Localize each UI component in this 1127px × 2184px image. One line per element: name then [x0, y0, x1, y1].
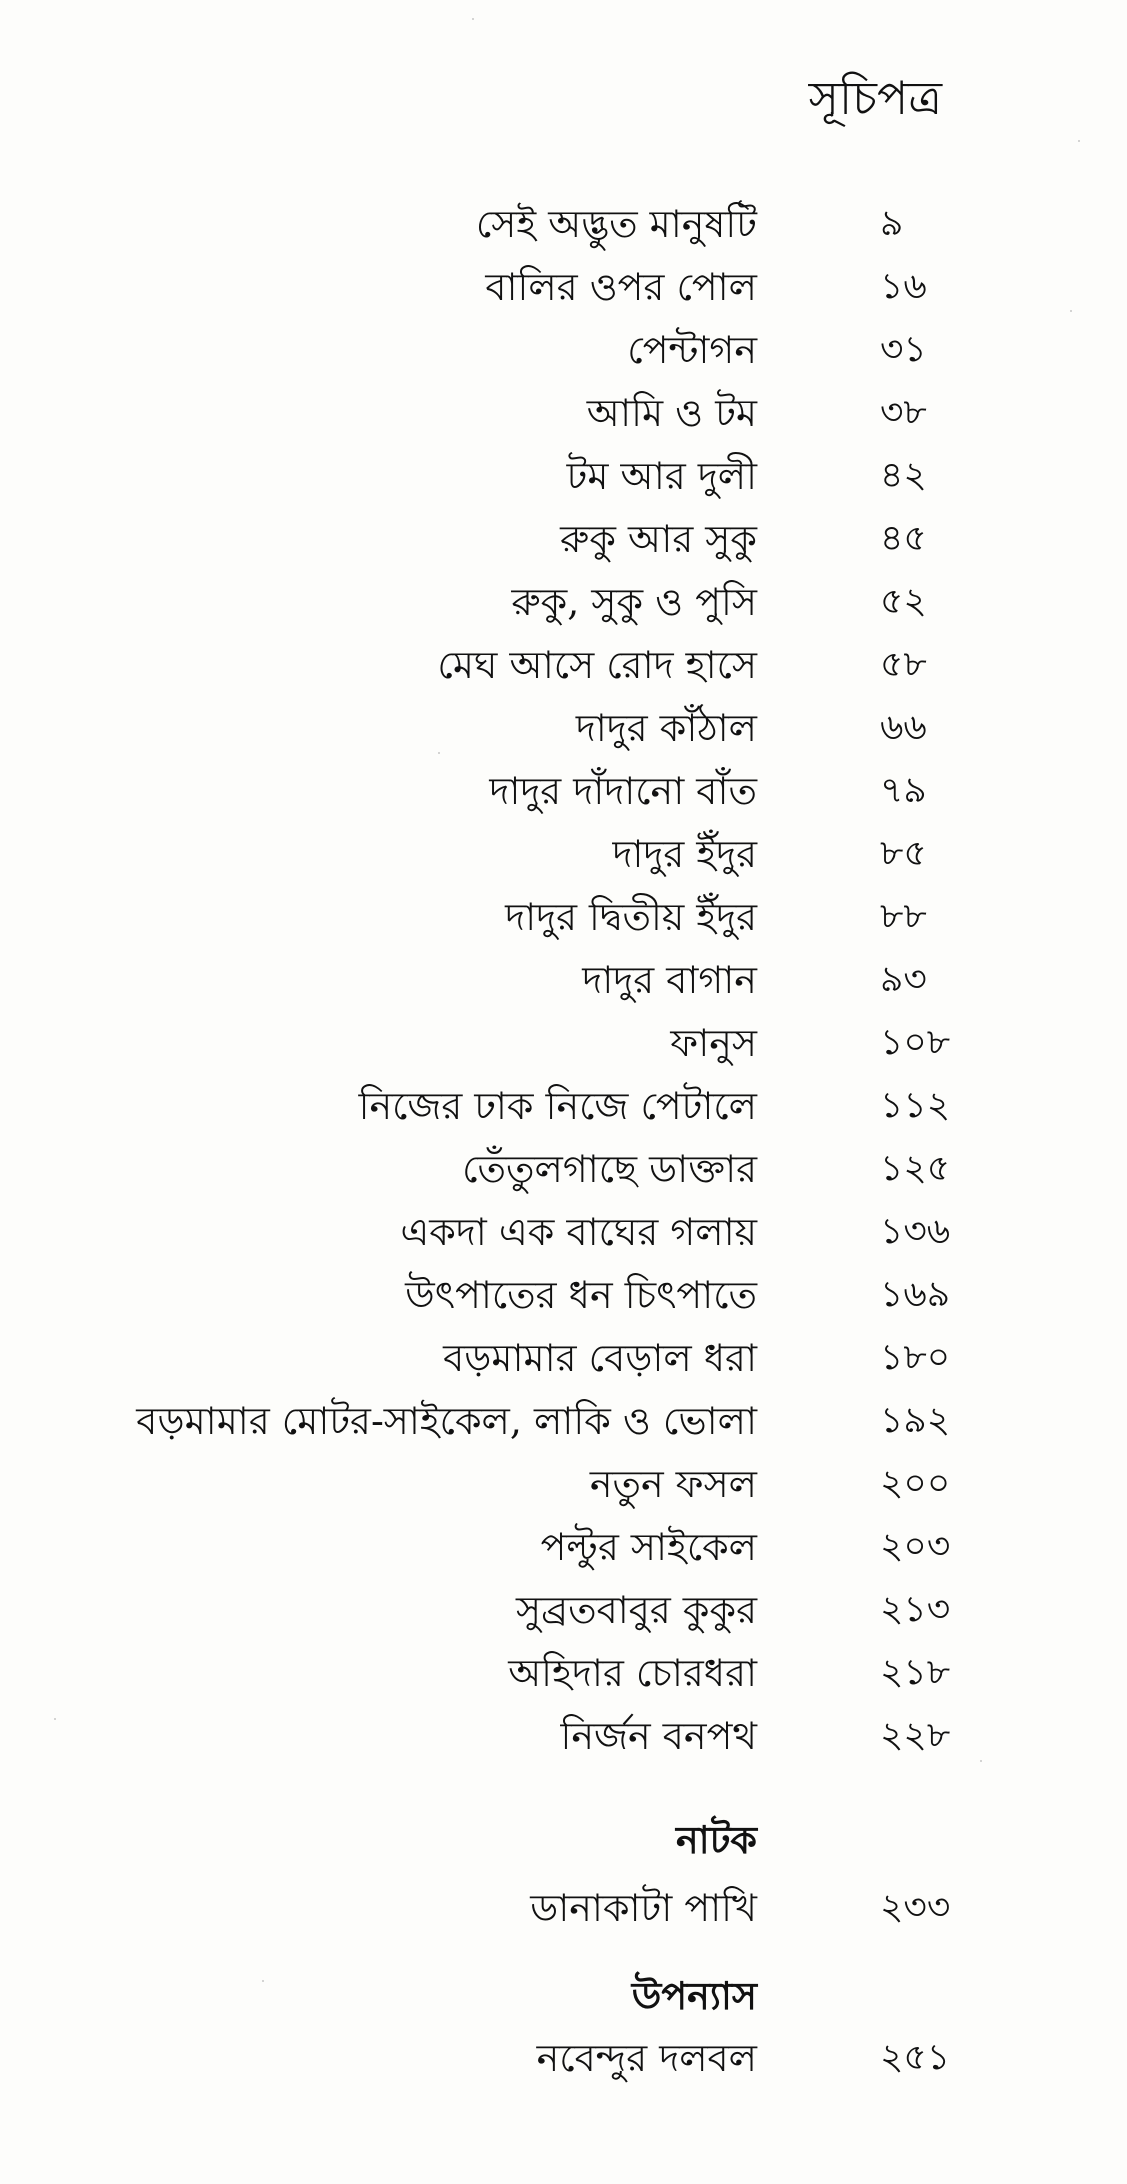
toc-entry-title: ফানুস [670, 1021, 757, 1065]
toc-entry-page: ৫২ [880, 581, 927, 622]
toc-entry-title: একদা এক বাঘের গলায় [400, 1210, 757, 1254]
toc-entry-page: ২১৩ [880, 1589, 951, 1630]
toc-entry [0, 826, 1127, 882]
toc-entry [0, 511, 1127, 567]
toc-entry-page: ৪৫ [880, 518, 927, 559]
toc-entry [0, 2030, 1127, 2086]
toc-entry [0, 259, 1127, 315]
toc-entry [0, 637, 1127, 693]
toc-entry-page: ১৬ [880, 266, 927, 307]
toc-entry-title: টম আর দুলী [566, 454, 757, 498]
toc-entry-page: ৬৬ [880, 707, 927, 748]
toc-entry-page: ৩১ [880, 329, 927, 370]
toc-entry [0, 1456, 1127, 1512]
toc-entry-title: দাদুর দাঁদানো বাঁত [489, 769, 757, 813]
toc-entry-page: ৯ [880, 203, 904, 244]
toc-entry-page: ১৯২ [880, 1400, 951, 1441]
toc-entry [0, 1267, 1127, 1323]
toc-entry-title: সেই অদ্ভুত মানুষটি [475, 202, 757, 246]
toc-entry-title: দাদুর কাঁঠাল [575, 706, 757, 750]
toc-entry [0, 1582, 1127, 1638]
toc-entry-title: নির্জন বনপথ [560, 1714, 757, 1758]
toc-entry [0, 1519, 1127, 1575]
toc-entry-title: নতুন ফসল [589, 1462, 757, 1506]
toc-entry-page: ২০৩ [880, 1526, 951, 1567]
toc-entry-page: ২০০ [880, 1463, 951, 1504]
toc-entry-page: ১৬৯ [880, 1274, 951, 1315]
toc-entry-title: তেঁতুলগাছে ডাক্তার [462, 1147, 757, 1191]
toc-entry [0, 952, 1127, 1008]
toc-entry [0, 574, 1127, 630]
toc-entry [0, 1880, 1127, 1936]
toc-entry-title: পেন্টাগন [627, 328, 757, 372]
toc-entry-title: নিজের ঢাক নিজে পেটালে [358, 1084, 757, 1128]
toc-entry [0, 763, 1127, 819]
toc-entry [0, 1141, 1127, 1197]
toc-entry-title: আমি ও টম [586, 391, 757, 435]
toc-entry-page: ৪২ [880, 455, 927, 496]
toc-entry-page: ৩৮ [880, 392, 927, 433]
section-heading-drama: নাটক [676, 1817, 757, 1862]
toc-entry-title: নবেন্দুর দলবল [536, 2036, 757, 2080]
toc-entry-page: ১৩৬ [880, 1211, 951, 1252]
toc-entry [0, 889, 1127, 945]
toc-entry [0, 1204, 1127, 1260]
toc-entry-page: ৯৩ [880, 959, 927, 1000]
toc-entry [0, 385, 1127, 441]
toc-entry-page: ৮৫ [880, 833, 927, 874]
toc-entry-page: ৫৮ [880, 644, 927, 685]
toc-entry-title: বড়মামার মোটর-সাইকেল, লাকি ও ভোলা [136, 1399, 757, 1443]
toc-entry-page: ২১৮ [880, 1652, 951, 1693]
toc-entry [0, 1708, 1127, 1764]
toc-entry-title: সুব্রতবাবুর কুকুর [515, 1588, 757, 1632]
toc-entry-page: ১৮০ [880, 1337, 951, 1378]
toc-entry-page: ৮৮ [880, 896, 927, 937]
toc-entry [0, 1645, 1127, 1701]
toc-entry-title: রুকু আর সুকু [560, 517, 757, 561]
toc-entry-title: অহিদার চোরধরা [508, 1651, 757, 1695]
toc-entry-title: বড়মামার বেড়াল ধরা [443, 1336, 757, 1380]
toc-entry-title: রুকু, সুকু ও পুসি [511, 580, 757, 624]
toc-entry-page: ২৫১ [880, 2037, 951, 2078]
toc-entry-title: পল্টুর সাইকেল [540, 1525, 757, 1569]
toc-entry-title: দাদুর দ্বিতীয় ইঁদুর [505, 895, 757, 939]
page-title: সূচিপত্র [808, 71, 942, 125]
toc-entry [0, 1393, 1127, 1449]
toc-entry-page: ২২৮ [880, 1715, 951, 1756]
toc-entry-title: দাদুর বাগান [582, 958, 757, 1002]
toc-entry [0, 1015, 1127, 1071]
toc-entry-title: মেঘ আসে রোদ হাসে [437, 643, 757, 687]
toc-entry-title: বালির ওপর পোল [485, 265, 757, 309]
section-heading-novel: উপন্যাস [631, 1973, 757, 2018]
toc-entry-page: ৭৯ [880, 770, 927, 811]
toc-entry [0, 448, 1127, 504]
toc-entry-title: দাদুর ইঁদুর [612, 832, 757, 876]
toc-entry [0, 196, 1127, 252]
toc-entry [0, 1078, 1127, 1134]
toc-entry-page: ১১২ [880, 1085, 951, 1126]
toc-entry-page: ২৩৩ [880, 1887, 951, 1928]
toc-entry-title: উৎপাতের ধন চিৎপাতে [405, 1273, 757, 1317]
toc-entry-title: ডানাকাটা পাখি [530, 1886, 757, 1930]
toc-entry [0, 322, 1127, 378]
toc-entry [0, 1330, 1127, 1386]
toc-entry [0, 700, 1127, 756]
toc-entry-page: ১০৮ [880, 1022, 951, 1063]
toc-entry-page: ১২৫ [880, 1148, 951, 1189]
